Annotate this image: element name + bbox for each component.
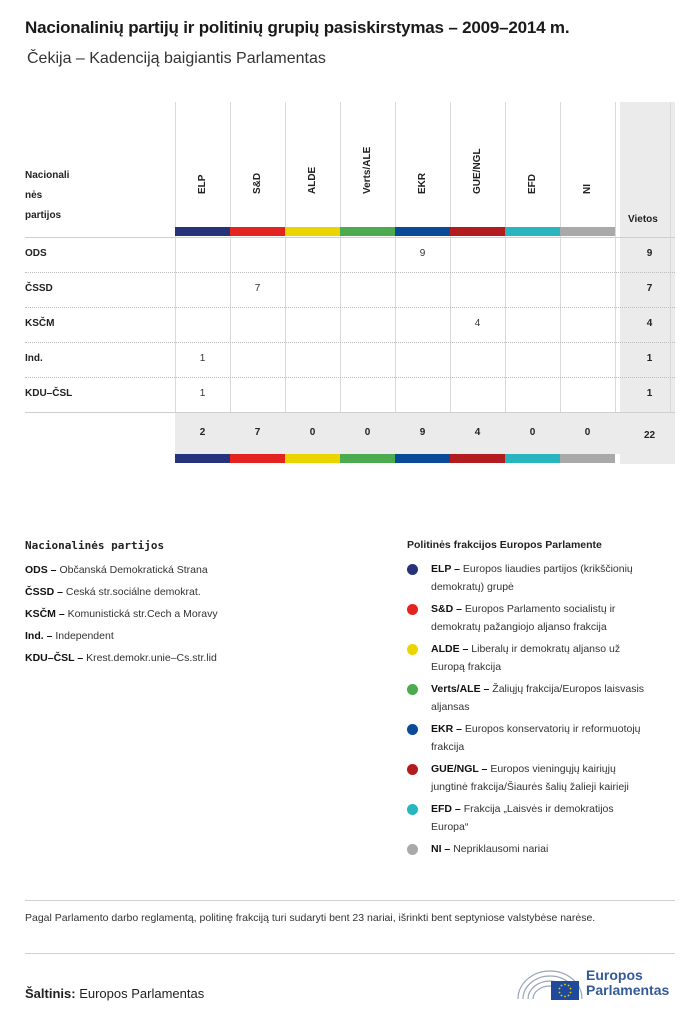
hemicycle-icon: [515, 963, 585, 1003]
group-color-dot: [407, 604, 418, 615]
group-color-bar-bottom: [230, 454, 285, 463]
group-color-bar-bottom: [175, 454, 230, 463]
party-abbr: KDU–ČSL –: [25, 652, 84, 664]
group-color-bar-bottom: [450, 454, 505, 463]
group-header-elp: [175, 102, 230, 227]
group-color-bar-top: [175, 227, 230, 236]
group-color-dot: [407, 564, 418, 575]
group-desc-line-1: Europos liaudies partijos (krikščionių: [462, 563, 633, 575]
national-party-item: [25, 652, 217, 664]
group-color-dot: [407, 684, 418, 695]
group-header-label: EFD: [526, 174, 538, 194]
column-divider: [615, 102, 616, 412]
european-parliament-logo: [515, 963, 675, 1003]
group-seat-total: 9: [419, 427, 426, 438]
logo-line-1: Europos: [586, 967, 643, 983]
group-abbr: EKR –: [431, 723, 462, 735]
party-row-label: ODS: [25, 248, 47, 259]
group-desc-line-1: Europos vieningųjų kairiųjų: [490, 763, 616, 775]
party-seat-total: 9: [646, 248, 653, 259]
group-desc-line-1: Europos konservatorių ir reformuotojų: [464, 723, 641, 735]
row-divider: [25, 342, 675, 343]
rules-note: Pagal Parlamento darbo reglamentą, politinę frakciją turi sudaryti bent 23 nariai, išrinkti bent septyniose valstybėse narėse.: [25, 912, 596, 924]
logo-wordmark: [586, 968, 669, 998]
source-label: Šaltinis:: [25, 986, 76, 1001]
group-header-label: S&D: [251, 172, 263, 194]
group-header-label: ALDE: [306, 166, 318, 194]
party-name: Ceská str.sociálne demokrat.: [65, 586, 201, 598]
group-color-bar-bottom: [395, 454, 450, 463]
group-seat-total: 4: [474, 427, 481, 438]
group-header-vertsale: [340, 102, 395, 227]
row-header-line-3: partijos: [25, 210, 62, 221]
group-description: [431, 640, 681, 676]
party-row-label: KDU–ČSL: [25, 388, 73, 399]
group-header-sd: [230, 102, 285, 227]
footer-divider-bottom: [25, 953, 675, 954]
party-name: Občanská Demokratická Strana: [59, 564, 208, 576]
group-header-efd: [505, 102, 560, 227]
group-abbr: ALDE –: [431, 643, 469, 655]
group-seat-total: 2: [199, 427, 206, 438]
group-description: [431, 560, 681, 596]
table-cell: 1: [199, 388, 206, 399]
group-desc-line-2: frakcija: [431, 741, 465, 753]
row-header-label: [25, 166, 85, 226]
party-row-label: ČSSD: [25, 283, 53, 294]
logo-line-2: Parlamentas: [586, 982, 670, 998]
group-header-label: EKR: [416, 172, 428, 194]
group-header-label: NI: [581, 184, 593, 194]
group-desc-line-1: Liberalų ir demokratų aljanso už: [471, 643, 621, 655]
distribution-table: [25, 102, 675, 464]
group-header-ni: [560, 102, 615, 227]
group-desc-line-2: Europa“: [431, 821, 469, 833]
group-color-dot: [407, 804, 418, 815]
party-seat-total: 1: [646, 388, 653, 399]
national-party-item: [25, 564, 208, 576]
national-parties-title: Nacionalinės partijos: [25, 539, 165, 552]
group-color-bar-bottom: [285, 454, 340, 463]
row-divider: [25, 307, 675, 308]
party-name: Independent: [55, 630, 114, 642]
group-seat-total: 0: [309, 427, 316, 438]
page-subtitle: Čekija – Kadenciją baigiantis Parlamentas: [27, 50, 326, 67]
group-desc-line-2: demokratų) grupė: [431, 581, 514, 593]
party-seat-total: 1: [646, 353, 653, 364]
group-color-bar-bottom: [560, 454, 615, 463]
group-desc-line-2: Europą frakcija: [431, 661, 502, 673]
party-abbr: ČSSD –: [25, 586, 63, 598]
party-abbr: Ind. –: [25, 630, 53, 642]
party-name: Komunistická str.Cech a Moravy: [67, 608, 218, 620]
group-header-label: Verts/ALE: [361, 146, 373, 194]
group-seat-total: 7: [254, 427, 261, 438]
header-divider: [25, 237, 675, 238]
group-desc-line-1: Žaliųjų frakcija/Europos laisvasis: [492, 683, 645, 695]
row-divider: [25, 412, 675, 413]
group-color-bar-bottom: [340, 454, 395, 463]
table-cell: 7: [254, 283, 261, 294]
grand-total: 22: [643, 430, 656, 441]
group-abbr: S&D –: [431, 603, 462, 615]
group-color-dot: [407, 724, 418, 735]
national-party-item: [25, 586, 201, 598]
group-color-bar-top: [505, 227, 560, 236]
group-color-dot: [407, 644, 418, 655]
group-desc-line-2: demokratų pažangiojo aljanso frakcija: [431, 621, 607, 633]
footer-divider-top: [25, 900, 675, 901]
national-party-item: [25, 608, 218, 620]
source-line: [25, 986, 204, 1001]
seats-header: Vietos: [628, 214, 658, 225]
group-seat-total: 0: [364, 427, 371, 438]
group-header-alde: [285, 102, 340, 227]
group-abbr: ELP –: [431, 563, 460, 575]
party-name: Krest.demokr.unie–Cs.str.lid: [86, 652, 217, 664]
group-abbr: Verts/ALE –: [431, 683, 490, 695]
party-row-label: Ind.: [25, 353, 43, 364]
group-abbr: GUE/NGL –: [431, 763, 488, 775]
group-desc-line-1: Europos Parlamento socialistų ir: [464, 603, 616, 615]
party-row-label: KSČM: [25, 318, 55, 329]
group-color-bar-top: [450, 227, 505, 236]
group-abbr: EFD –: [431, 803, 461, 815]
group-seat-total: 0: [529, 427, 536, 438]
group-desc-line-2: aljansas: [431, 701, 470, 713]
table-cell: 1: [199, 353, 206, 364]
group-description: [431, 800, 681, 836]
table-cell: 4: [474, 318, 481, 329]
group-color-bar-top: [340, 227, 395, 236]
group-header-ekr: [395, 102, 450, 227]
group-desc-line-2: jungtinė frakcija/Šiaurės šalių žalieji kairieji: [431, 781, 629, 793]
group-seat-total: 0: [584, 427, 591, 438]
group-description: [431, 760, 681, 796]
group-color-dot: [407, 844, 418, 855]
group-description: [431, 840, 681, 858]
row-divider: [25, 377, 675, 378]
political-groups-title: Politinės frakcijos Europos Parlamente: [407, 539, 602, 551]
group-color-bar-top: [230, 227, 285, 236]
group-color-bar-top: [285, 227, 340, 236]
group-color-dot: [407, 764, 418, 775]
group-header-label: ELP: [196, 174, 208, 194]
group-color-bar-top: [560, 227, 615, 236]
party-abbr: KSČM –: [25, 608, 65, 620]
group-color-bar-bottom: [505, 454, 560, 463]
party-seat-total: 7: [646, 283, 653, 294]
source-value: Europos Parlamentas: [79, 986, 205, 1001]
group-description: [431, 720, 681, 756]
row-header-line-2: nės: [25, 190, 43, 201]
group-header-label: GUE/NGL: [471, 148, 483, 194]
party-seat-total: 4: [646, 318, 653, 329]
group-desc-line-1: Frakcija „Laisvės ir demokratijos: [463, 803, 614, 815]
group-description: [431, 680, 681, 716]
group-header-guengl: [450, 102, 505, 227]
group-desc-line-1: Nepriklausomi nariai: [453, 843, 549, 855]
table-cell: 9: [419, 248, 426, 259]
page-title: Nacionalinių partijų ir politinių grupių pasiskirstymas – 2009–2014 m.: [25, 18, 570, 37]
group-color-bar-top: [395, 227, 450, 236]
party-abbr: ODS –: [25, 564, 57, 576]
national-party-item: [25, 630, 114, 642]
row-divider: [25, 272, 675, 273]
row-header-line-1: Nacionali: [25, 170, 70, 181]
group-abbr: NI –: [431, 843, 451, 855]
group-description: [431, 600, 681, 636]
